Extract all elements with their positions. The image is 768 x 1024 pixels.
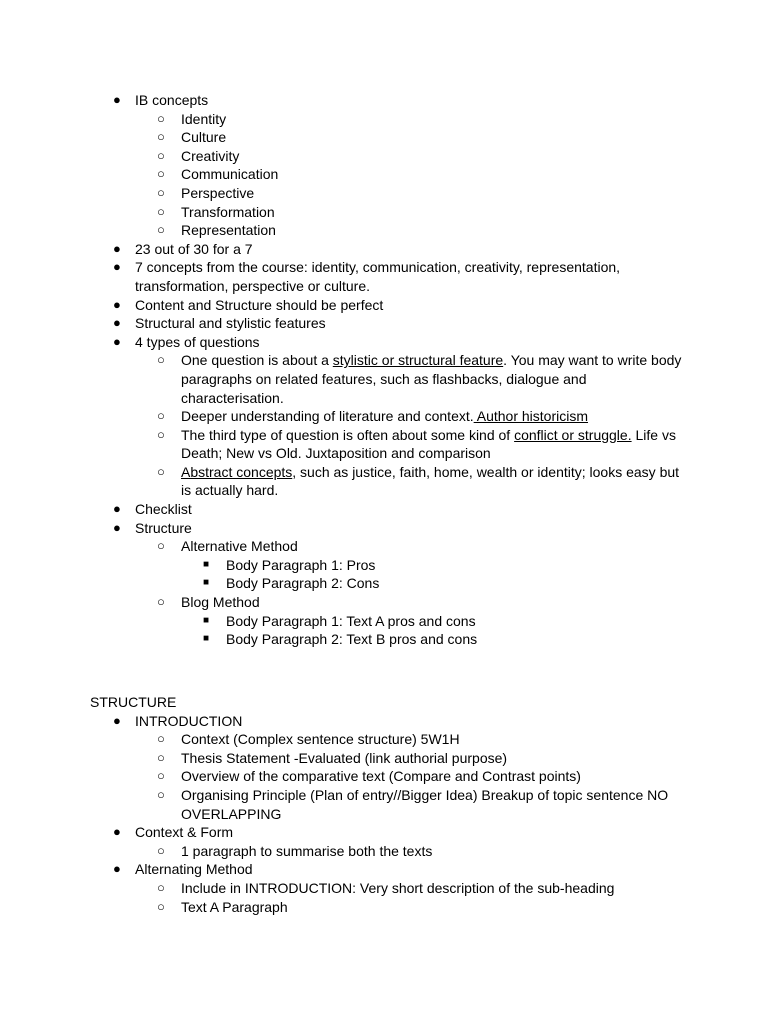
alternating-text: Text A Paragraph	[181, 898, 288, 915]
list-item-seven-concepts	[0, 258, 768, 295]
list-item-alternating-method	[0, 860, 768, 879]
list-item-text: Checklist	[135, 501, 192, 518]
bullet: ●	[113, 712, 121, 728]
list-item-content-structure	[0, 296, 768, 315]
concept-text: Transformation	[181, 203, 275, 220]
list-item-context-form	[0, 823, 768, 842]
bullet: ■	[203, 633, 210, 645]
bullet: ○	[157, 768, 165, 784]
intro-text: Context (Complex sentence structure) 5W1H	[181, 731, 460, 748]
method-item	[0, 593, 768, 612]
context-form-text: 1 paragraph to summarise both the texts	[181, 842, 433, 859]
body-paragraph-item	[0, 556, 768, 575]
concept-item	[0, 128, 768, 147]
list-item-text: IB concepts	[135, 92, 209, 108]
bullet: ○	[157, 594, 165, 610]
intro-item	[0, 786, 768, 823]
list-item-text: 7 concepts from the course: identity, communication, creativity, representation, transformation, perspective or culture.	[135, 259, 621, 294]
bullet: ●	[113, 824, 121, 840]
concept-item	[0, 147, 768, 166]
underlined-text: stylistic or structural feature	[332, 352, 504, 369]
concept-item	[0, 221, 768, 240]
concept-item	[0, 165, 768, 184]
bullet: ○	[157, 408, 165, 424]
structure-section	[0, 693, 768, 916]
list-item-text: 4 types of questions	[135, 333, 260, 350]
bullet: ○	[157, 147, 165, 163]
bullet: ○	[157, 898, 165, 914]
list-item-checklist	[0, 500, 768, 519]
bullet: ■	[203, 614, 210, 626]
method-item	[0, 537, 768, 556]
bullet: ■	[203, 577, 210, 589]
list-item-text: Context & Form	[135, 824, 234, 841]
alternating-item	[0, 898, 768, 917]
body-paragraph-text: Body Paragraph 2: Cons	[226, 575, 380, 592]
list-item-question-types	[0, 333, 768, 352]
list-item-text: Structure	[135, 519, 192, 536]
notes-list	[0, 91, 768, 649]
alternating-item	[0, 879, 768, 898]
bullet: ○	[157, 426, 165, 442]
section-heading: STRUCTURE	[90, 694, 177, 710]
question-text: Deeper understanding of literature and context.	[181, 408, 474, 425]
underlined-text: Abstract concepts	[181, 463, 293, 480]
question-type-item	[0, 463, 768, 500]
bullet: ○	[157, 166, 165, 182]
bullet: ●	[113, 240, 121, 256]
question-text: The third type of question is often about some kind of	[181, 426, 515, 443]
intro-text: Thesis Statement -Evaluated (link authorial purpose)	[181, 749, 508, 766]
list-item-ib-concepts	[0, 91, 768, 110]
bullet: ○	[157, 879, 165, 895]
list-item-text: INTRODUCTION	[135, 712, 243, 729]
bullet: ○	[157, 538, 165, 554]
bullet: ■	[203, 558, 210, 570]
intro-text: Organising Principle (Plan of entry//Bigger Idea) Breakup of topic sentence NO OVERLAPPING	[181, 786, 669, 822]
concept-text: Representation	[181, 222, 276, 239]
concept-text: Creativity	[181, 147, 240, 164]
context-form-item	[0, 842, 768, 861]
bullet: ○	[157, 222, 165, 238]
underlined-text: conflict or struggle.	[514, 426, 632, 443]
question-text: One question is about a	[181, 352, 333, 369]
concept-text: Culture	[181, 129, 227, 146]
body-paragraph-item	[0, 612, 768, 631]
concept-item	[0, 110, 768, 129]
list-item-introduction	[0, 712, 768, 731]
concept-text: Perspective	[181, 184, 255, 201]
concept-text: Identity	[181, 110, 227, 127]
bullet: ●	[113, 296, 121, 312]
question-type-item	[0, 426, 768, 463]
question-text: Life vs Death; New vs Old. Juxtaposition and comparison	[181, 426, 676, 462]
question-type-item	[0, 351, 768, 407]
bullet: ○	[157, 184, 165, 200]
body-paragraph-text: Body Paragraph 2: Text B pros and cons	[226, 631, 478, 648]
body-paragraph-text: Body Paragraph 1: Text A pros and cons	[226, 612, 476, 629]
list-item-score	[0, 240, 768, 259]
concept-text: Communication	[181, 166, 279, 183]
bullet: ●	[113, 861, 121, 877]
intro-item	[0, 730, 768, 749]
concept-item	[0, 203, 768, 222]
alternating-text: Include in INTRODUCTION: Very short description of the sub-heading	[181, 879, 615, 896]
list-item-text: Structural and stylistic features	[135, 315, 326, 332]
body-paragraph-text: Body Paragraph 1: Pros	[226, 556, 376, 573]
bullet: ●	[113, 501, 121, 517]
list-item-text: Content and Structure should be perfect	[135, 296, 384, 313]
bullet: ●	[113, 333, 121, 349]
concept-item	[0, 184, 768, 203]
list-item-text: Alternating Method	[135, 861, 253, 878]
body-paragraph-item	[0, 630, 768, 649]
body-paragraph-item	[0, 574, 768, 593]
bullet: ○	[157, 352, 165, 368]
bullet: ●	[113, 519, 121, 535]
bullet: ○	[157, 731, 165, 747]
intro-text: Overview of the comparative text (Compare and Contrast points)	[181, 768, 581, 785]
bullet: ●	[113, 259, 121, 275]
method-text: Alternative Method	[181, 538, 298, 555]
method-text: Blog Method	[181, 594, 260, 611]
intro-item	[0, 749, 768, 768]
question-text: . You may want to write body paragraphs on related features, such as flashbacks, dialogue and characterisation.	[181, 352, 682, 406]
bullet: ●	[113, 92, 121, 107]
bullet: ●	[113, 315, 121, 331]
underlined-text: Author historicism	[473, 408, 589, 425]
list-item-structure	[0, 519, 768, 538]
bullet: ○	[157, 129, 165, 145]
intro-item	[0, 767, 768, 786]
list-item-text: 23 out of 30 for a 7	[135, 240, 253, 257]
bullet: ○	[157, 110, 165, 126]
question-text: , such as justice, faith, home, wealth or identity; looks easy but is actually hard.	[181, 463, 680, 499]
bullet: ○	[157, 463, 165, 479]
bullet: ○	[157, 203, 165, 219]
bullet: ○	[157, 786, 165, 802]
bullet: ○	[157, 749, 165, 765]
list-item-structural-stylistic	[0, 314, 768, 333]
bullet: ○	[157, 842, 165, 858]
question-type-item	[0, 407, 768, 426]
